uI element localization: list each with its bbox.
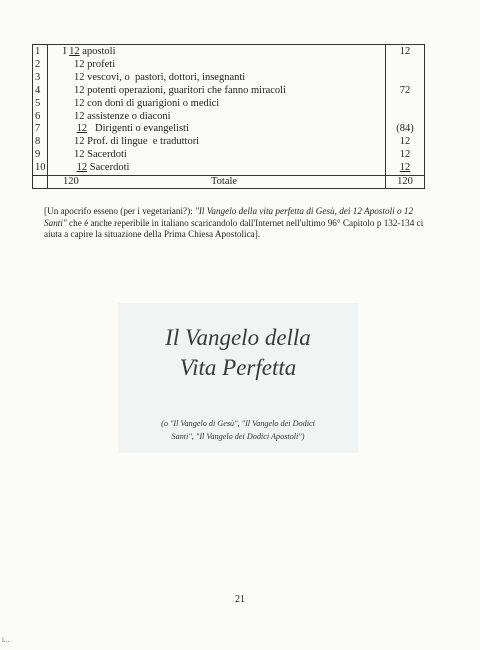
table-row <box>33 85 424 98</box>
row-text: potenti operazioni, guaritori che fanno miracoli <box>84 84 286 96</box>
row-number: 1 <box>35 46 41 57</box>
row-description <box>74 59 115 72</box>
table-row <box>33 46 424 59</box>
table-row <box>33 136 424 149</box>
row-subtotal: 12 <box>399 136 411 148</box>
total-row <box>33 176 424 189</box>
row-count: 12 <box>76 162 88 174</box>
table-row <box>33 59 424 72</box>
row-description <box>74 162 129 175</box>
book-title-line1: Il Vangelo della <box>165 325 311 350</box>
table-row <box>33 72 424 85</box>
row-description <box>74 85 286 98</box>
note-title: "Il Vangelo della vita perfetta di Gesù, dei 12 Apostoli o 12 Santi" <box>44 206 414 228</box>
row-text: con doni di guarigioni o medici <box>84 97 220 109</box>
row-text: assistenze o diaconi <box>84 110 171 122</box>
book-title-panel <box>118 303 358 453</box>
total-label: Totale <box>211 176 238 187</box>
row-prefix: I <box>63 46 70 57</box>
page-number: 21 <box>235 594 245 605</box>
row-count: 12 <box>74 110 85 122</box>
row-text: Prof. di lingue e traduttori <box>84 136 200 148</box>
table-row <box>33 149 424 162</box>
book-subtitle-line1: (o "Il Vangelo di Gesù", "Il Vangelo dei Dodici <box>161 419 315 428</box>
table-row <box>33 123 424 136</box>
row-subtotal: 12 <box>399 46 411 57</box>
note-text: [Un apocrifo esseno (per i vegetariani?): <box>44 206 196 216</box>
book-title-line2: Vita Perfetta <box>179 355 297 380</box>
row-subtotal: 12 <box>399 149 411 161</box>
table-row <box>33 111 424 124</box>
row-number: 10 <box>35 162 46 174</box>
row-number: 5 <box>35 97 41 109</box>
row-number: 9 <box>35 149 41 161</box>
margin-scribble: i... <box>2 636 10 644</box>
table-row <box>33 98 424 111</box>
row-count: 12 <box>74 84 85 96</box>
row-subtotal: 72 <box>399 84 411 96</box>
row-description <box>74 149 127 162</box>
row-description <box>74 111 171 124</box>
row-text: Sacerdoti <box>84 149 127 161</box>
row-count: 12 <box>74 97 85 109</box>
row-text: apostoli <box>79 46 116 57</box>
row-count: 12 <box>69 46 80 57</box>
row-description <box>74 72 245 85</box>
row-number: 3 <box>35 71 41 83</box>
total-left: 120 <box>63 176 79 187</box>
row-subtotal: 12 <box>399 162 411 174</box>
row-description <box>74 98 219 111</box>
row-count: 12 <box>74 71 85 83</box>
row-number: 7 <box>35 123 41 135</box>
row-number: 4 <box>35 84 41 96</box>
note-text-end: che é anche reperibile in italiano scaricandolo dall'Internet nell'ultimo 96° Capitolo p 132-134 ci aiuta a capire la situazione della Prima Chiesa Apostolica]. <box>44 217 424 240</box>
row-text: vescovi, o pastori, dottori, insegnanti <box>84 71 246 83</box>
row-description <box>74 136 199 149</box>
row-count: 12 <box>76 123 88 135</box>
row-description <box>63 46 116 59</box>
row-text: Sacerdoti <box>87 162 130 174</box>
apostles-table <box>32 44 425 189</box>
row-text: profeti <box>84 58 116 70</box>
row-number: 2 <box>35 58 41 70</box>
row-number: 6 <box>35 110 41 122</box>
row-number: 8 <box>35 136 41 148</box>
book-subtitle-line2: Santi", "Il Vangelo dei Dodici Apostoli") <box>171 432 305 441</box>
apocrypha-note <box>44 206 434 241</box>
table-row <box>33 162 424 175</box>
row-count: 12 <box>74 149 85 161</box>
row-description <box>74 123 189 136</box>
row-subtotal: (84) <box>396 123 414 135</box>
total-right: 120 <box>397 176 413 187</box>
row-text: Dirigenti o evangelisti <box>87 123 189 135</box>
row-count: 12 <box>74 58 85 70</box>
row-count: 12 <box>74 136 85 148</box>
